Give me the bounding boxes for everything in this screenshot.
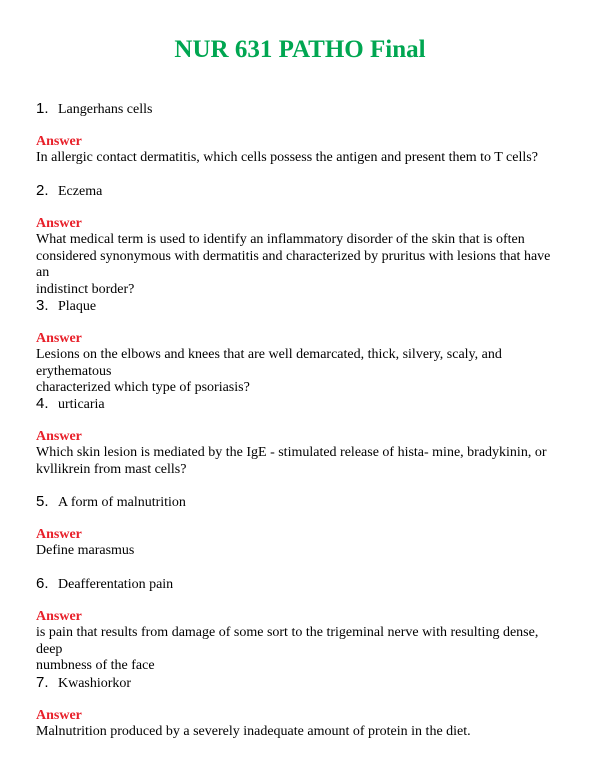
question-term: Deafferentation pain — [58, 577, 174, 592]
answer-text: Which skin lesion is mediated by the IgE - stimulated release of hista- mine, bradykinin, or kvllikrein from mast cells? — [36, 445, 547, 477]
question-term: urticaria — [58, 397, 105, 412]
question-number: 4. — [36, 395, 49, 412]
qa-item-7 — [36, 674, 566, 741]
question-number: 6. — [36, 575, 49, 592]
question-number: 7. — [36, 674, 49, 691]
question-term: Plaque — [58, 299, 97, 314]
qa-item-3 — [36, 297, 566, 397]
answer-text: In allergic contact dermatitis, which cells possess the antigen and present them to T cells? — [36, 150, 538, 165]
answer-text: Malnutrition produced by a severely inadequate amount of protein in the diet. — [36, 724, 471, 739]
question-line — [36, 493, 566, 513]
qa-item-1 — [36, 100, 566, 167]
answer-label: Answer — [36, 216, 82, 231]
question-term: A form of malnutrition — [58, 495, 186, 510]
question-number: 1. — [36, 100, 49, 117]
answer-label: Answer — [36, 429, 82, 444]
question-term: Langerhans cells — [58, 102, 153, 117]
question-number: 3. — [36, 297, 49, 314]
question-line — [36, 674, 566, 694]
answer-text: Define marasmus — [36, 543, 135, 558]
question-line — [36, 395, 566, 415]
qa-item-6 — [36, 575, 566, 675]
answer-label: Answer — [36, 609, 82, 624]
question-line — [36, 297, 566, 317]
answer-text: What medical term is used to identify an inflammatory disorder of the skin that is often considered synonymous with dermatitis and characterized by pruritus with lesions that have an indistinct border? — [36, 232, 551, 297]
answer-label: Answer — [36, 134, 82, 149]
answer-label: Answer — [36, 527, 82, 542]
answer-text: is pain that results from damage of some sort to the trigeminal nerve with resulting dense, deep numbness of the face — [36, 625, 539, 673]
question-line — [36, 182, 566, 202]
question-number: 5. — [36, 493, 49, 510]
question-term: Kwashiorkor — [58, 676, 132, 691]
question-line — [36, 100, 566, 120]
answer-text: Lesions on the elbows and knees that are well demarcated, thick, silvery, scaly, and erythematous characterized which type of psoriasis? — [36, 347, 502, 395]
qa-item-2 — [36, 182, 566, 298]
answer-label: Answer — [36, 708, 82, 723]
answer-label: Answer — [36, 331, 82, 346]
qa-item-5 — [36, 493, 566, 560]
question-term: Eczema — [58, 184, 103, 199]
question-number: 2. — [36, 182, 49, 199]
page-title: NUR 631 PATHO Final — [174, 36, 426, 63]
qa-item-4 — [36, 395, 566, 478]
question-line — [36, 575, 566, 595]
